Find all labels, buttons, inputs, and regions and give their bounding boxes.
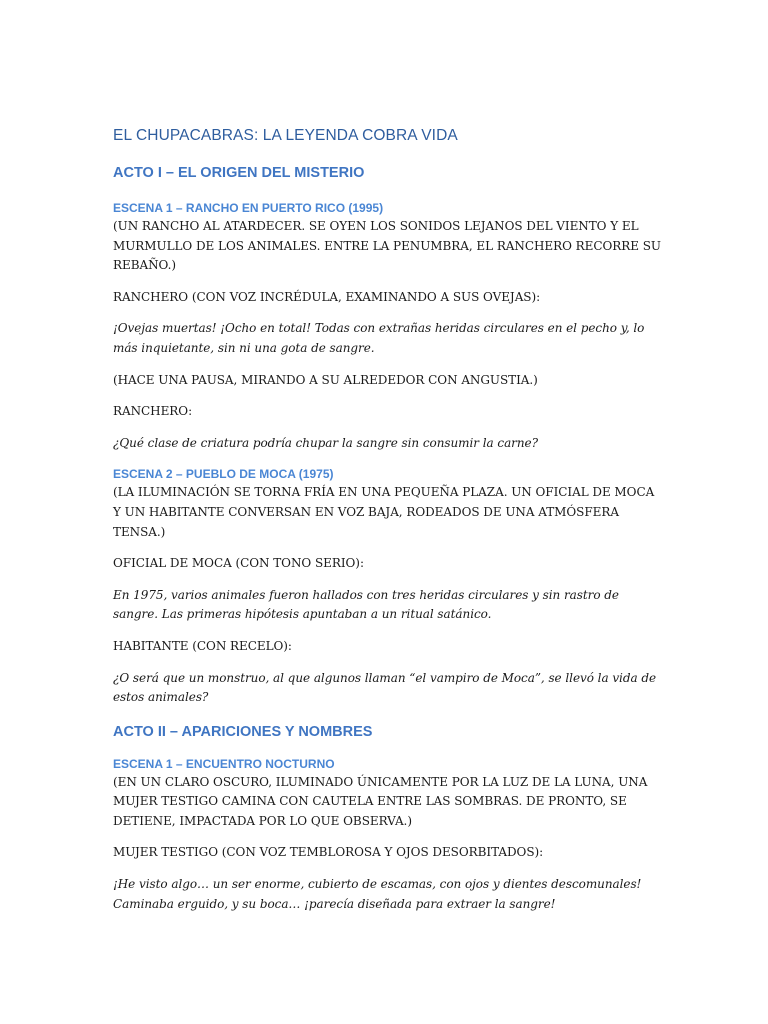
act-1-scene-1-line-1: ¡Ovejas muertas! ¡Ocho en total! Todas con extrañas heridas circulares en el pecho y, lo más inquietante, sin ni una gota de sangre. xyxy=(113,321,645,355)
act-2-scene-1-stage-direction: (EN UN CLARO OSCURO, ILUMINADO ÚNICAMENTE POR LA LUZ DE LA LUNA, UNA MUJER TESTIGO CAMINA CON CAUTELA ENTRE LAS SOMBRAS. DE PRONTO, SE DETIENE, IMPACTADA POR LO QUE OBSERVA.) xyxy=(113,774,648,828)
act-2-heading: ACTO II – APARICIONES Y NOMBRES xyxy=(113,723,373,740)
document-title: EL CHUPACABRAS: LA LEYENDA COBRA VIDA xyxy=(113,127,458,144)
document-page xyxy=(113,120,663,914)
act-2-scene-1-line-1: ¡He visto algo… un ser enorme, cubierto de escamas, con ojos y dientes descomunales! Caminaba erguido, y su boca… ¡parecía diseñada para extraer la sangre! xyxy=(113,877,642,911)
act-1-scene-2-line-2: ¿O será que un monstruo, al que algunos llaman “el vampiro de Moca”, se llevó la vida de estos animales? xyxy=(113,670,657,705)
act-1-heading: ACTO I – EL ORIGEN DEL MISTERIO xyxy=(113,165,365,181)
act-1-scene-2-heading: ESCENA 2 – PUEBLO DE MOCA (1975) xyxy=(113,467,334,482)
act-1-scene-1-line-2: ¿Qué clase de criatura podría chupar la sangre sin consumir la carne? xyxy=(113,435,538,450)
act-1-scene-2-stage-direction: (LA ILUMINACIÓN SE TORNA FRÍA EN UNA PEQUEÑA PLAZA. UN OFICIAL DE MOCA Y UN HABITANTE CONVERSAN EN VOZ BAJA, RODEADOS DE UNA ATMÓSFERA TENSA.) xyxy=(113,485,655,539)
act-1-scene-1-direction-2: (HACE UNA PAUSA, MIRANDO A SU ALREDEDOR CON ANGUSTIA.) xyxy=(113,372,538,387)
act-1-scene-1-heading: ESCENA 1 – RANCHO EN PUERTO RICO (1995) xyxy=(113,201,384,215)
act-1-scene-1-speaker-2: RANCHERO: xyxy=(113,404,193,419)
act-1-scene-2-speaker-2: HABITANTE (CON RECELO): xyxy=(113,638,292,653)
act-1-scene-2-line-1: En 1975, varios animales fueron hallados con tres heridas circulares y sin rastro de sangre. Las primeras hipótesis apuntaban a un ritual satánico. xyxy=(113,587,619,622)
act-2-scene-1-speaker-1: MUJER TESTIGO (CON VOZ TEMBLOROSA Y OJOS DESORBITADOS): xyxy=(113,845,544,860)
act-2-scene-1-heading: ESCENA 1 – ENCUENTRO NOCTURNO xyxy=(113,756,335,771)
act-1-scene-1-speaker-1: RANCHERO (CON VOZ INCRÉDULA, EXAMINANDO A SUS OVEJAS): xyxy=(113,289,541,304)
act-1-scene-1-stage-direction: (UN RANCHO AL ATARDECER. SE OYEN LOS SONIDOS LEJANOS DEL VIENTO Y EL MURMULLO DE LOS ANIMALES. ENTRE LA PENUMBRA, EL RANCHERO RECORRE SU REBAÑO.) xyxy=(113,219,661,273)
act-1-scene-2-speaker-1: OFICIAL DE MOCA (CON TONO SERIO): xyxy=(113,556,364,571)
